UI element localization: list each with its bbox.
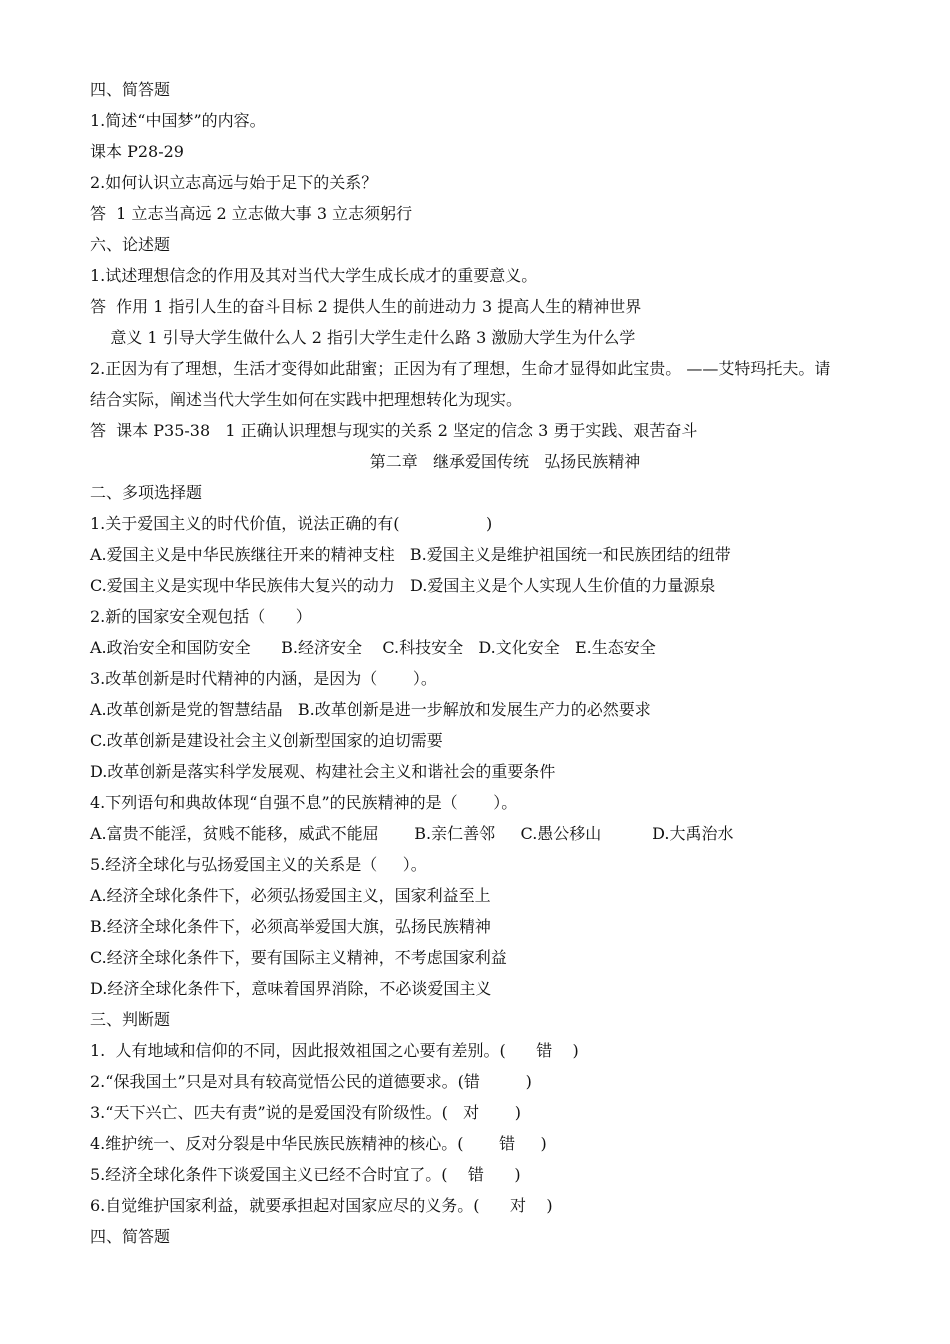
judgement-item: 5.经济全球化条件下谈爱国主义已经不合时宜了。( 错 ) xyxy=(90,1165,521,1184)
option-text: C.改革创新是建设社会主义创新型国家的迫切需要 xyxy=(90,731,443,750)
option-text: D.经济全球化条件下，意味着国界消除，不必谈爱国主义 xyxy=(90,979,492,998)
judgement-item: 6.自觉维护国家利益，就要承担起对国家应尽的义务。( 对 ) xyxy=(90,1196,553,1215)
option-text: D.改革创新是落实科学发展观、构建社会主义和谐社会的重要条件 xyxy=(90,762,556,781)
question-text: 2.新的国家安全观包括（ ） xyxy=(90,607,312,626)
section-heading: 四、简答题 xyxy=(90,80,171,99)
option-text: A.爱国主义是中华民族继往开来的精神支柱 B.爱国主义是维护祖国统一和民族团结的纽带 xyxy=(90,545,731,564)
question-text: 5.经济全球化与弘扬爱国主义的关系是（ ）。 xyxy=(90,855,427,874)
option-text: A.政治安全和国防安全 B.经济安全 C.科技安全 D.文化安全 E.生态安全 xyxy=(90,638,656,657)
question-text: 2.如何认识立志高远与始于足下的关系？ xyxy=(90,173,378,192)
option-text: A.富贵不能淫，贫贱不能移，威武不能屈 B.亲仁善邻 C.愚公移山 D.大禹治水 xyxy=(90,824,734,843)
judgement-item: 2.“保我国土”只是对具有较高觉悟公民的道德要求。(错 ) xyxy=(90,1072,532,1091)
answer-text: 意义 1 引导大学生做什么人 2 指引大学生走什么路 3 激励大学生为什么学 xyxy=(90,328,636,347)
judgement-item: 1. 人有地域和信仰的不同，因此报效祖国之心要有差别。( 错 ) xyxy=(90,1041,579,1060)
option-text: C.爱国主义是实现中华民族伟大复兴的动力 D.爱国主义是个人实现人生价值的力量源泉 xyxy=(90,576,716,595)
section-heading: 四、简答题 xyxy=(90,1227,171,1246)
answer-text: 答 课本 P35-38 1 正确认识理想与现实的关系 2 坚定的信念 3 勇于实践、艰苦奋斗 xyxy=(90,421,698,440)
answer-text: 课本 P28-29 xyxy=(90,142,184,161)
answer-text: 答 作用 1 指引人生的奋斗目标 2 提供人生的前进动力 3 提高人生的精神世界 xyxy=(90,297,642,316)
judgement-item: 3.“天下兴亡、匹夫有责”说的是爱国没有阶级性。( 对 ) xyxy=(90,1103,521,1122)
judgement-item: 4.维护统一、反对分裂是中华民族民族精神的核心。( 错 ) xyxy=(90,1134,547,1153)
option-text: A.经济全球化条件下，必须弘扬爱国主义，国家利益至上 xyxy=(90,886,491,905)
section-heading: 二、多项选择题 xyxy=(90,483,203,502)
question-text: 1.试述理想信念的作用及其对当代大学生成长成才的重要意义。 xyxy=(90,266,538,285)
answer-text: 答 1 立志当高远 2 立志做大事 3 立志须躬行 xyxy=(90,204,413,223)
option-text: B.经济全球化条件下，必须高举爱国大旗，弘扬民族精神 xyxy=(90,917,491,936)
question-text: 4.下列语句和典故体现“自强不息”的民族精神的是（ ）。 xyxy=(90,793,518,812)
chapter-title: 第二章 继承爱国传统 弘扬民族精神 xyxy=(369,452,641,471)
section-heading: 三、判断题 xyxy=(90,1010,171,1029)
question-text: 1.关于爱国主义的时代价值，说法正确的有( ) xyxy=(90,514,493,533)
option-text: A.改革创新是党的智慧结晶 B.改革创新是进一步解放和发展生产力的必然要求 xyxy=(90,700,651,719)
question-text: 结合实际，阐述当代大学生如何在实践中把理想转化为现实。 xyxy=(90,390,523,409)
section-heading: 六、论述题 xyxy=(90,235,171,254)
question-text: 1.简述“中国梦”的内容。 xyxy=(90,111,266,130)
question-text: 3.改革创新是时代精神的内涵，是因为（ ）。 xyxy=(90,669,437,688)
option-text: C.经济全球化条件下，要有国际主义精神，不考虑国家利益 xyxy=(90,948,507,967)
question-text: 2.正因为有了理想，生活才变得如此甜蜜；正因为有了理想，生命才显得如此宝贵。 ——艾特玛托夫。请 xyxy=(90,359,831,378)
